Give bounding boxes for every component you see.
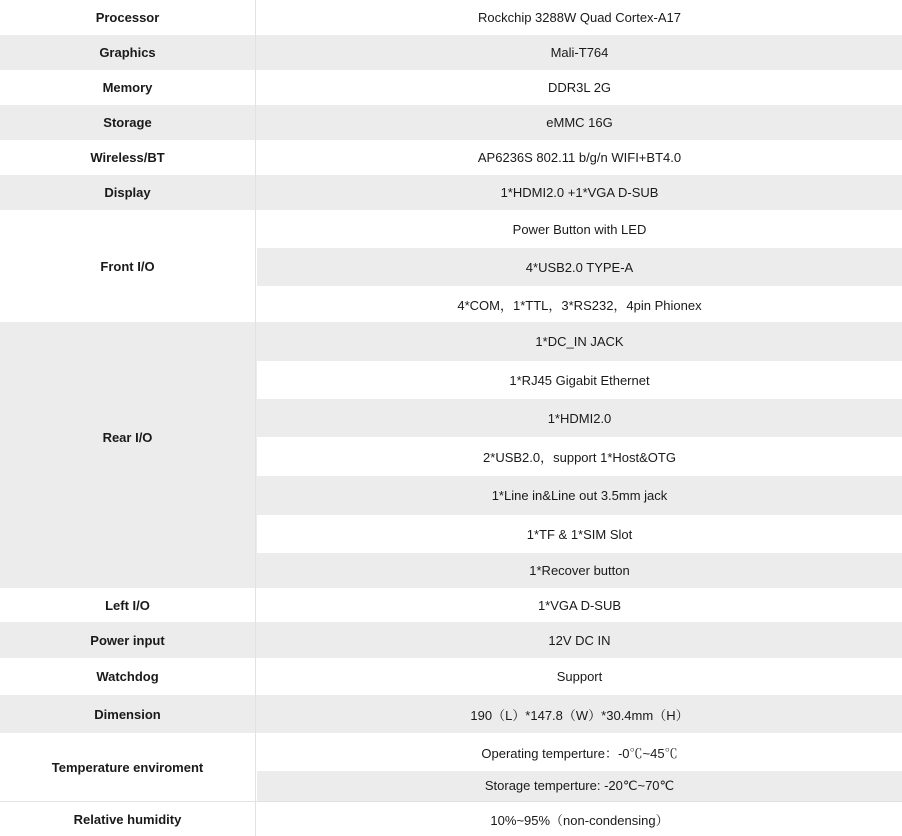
spec-row-watchdog [0,658,902,695]
spec-label: Left I/O [0,588,256,622]
spec-value: 190（L）*147.8（W）*30.4mm（H） [470,708,689,723]
spec-value: 2*USB2.0，support 1*Host&OTG [257,437,902,476]
spec-value: Storage temperture: -20℃~70℃ [257,771,902,801]
spec-value: 1*Recover button [529,563,630,578]
spec-label: Power input [0,622,256,658]
spec-row-front-io [0,210,902,322]
spec-value: 1*VGA D-SUB [537,597,622,613]
spec-row-wireless [0,140,902,175]
spec-value: 1*TF & 1*SIM Slot [257,515,902,553]
spec-row-processor [0,0,902,35]
spec-label: Rear I/O [0,322,256,553]
spec-value: 1*HDMI2.0 [257,399,902,437]
spec-value: Support [556,669,603,684]
spec-value-group [257,210,902,322]
spec-row-storage [0,105,902,140]
spec-label: Temperature enviroment [0,733,256,801]
spec-label: Graphics [0,35,256,70]
spec-value: 12V DC IN [548,632,611,648]
spec-value: 4*COM，1*TTL，3*RS232，4pin Phionex [257,286,902,322]
spec-value: Power Button with LED [257,210,902,248]
spec-label: Storage [0,105,256,140]
spec-value-group [257,733,902,801]
spec-row-humidity [0,801,902,836]
spec-value: eMMC 16G [546,115,613,130]
spec-row-display [0,175,902,210]
spec-value: 1*HDMI2.0 +1*VGA D-SUB [500,185,659,200]
spec-value-group [257,322,902,553]
spec-row-graphics [0,35,902,70]
spec-row-memory [0,70,902,105]
spec-label: Memory [0,70,256,105]
spec-row-left-io [0,588,902,622]
spec-row-recover [0,553,902,588]
spec-value: Rockchip 3288W Quad Cortex-A17 [477,10,682,25]
spec-label: Wireless/BT [0,140,256,175]
spec-value: 1*Line in&Line out 3.5mm jack [257,476,902,515]
spec-value: 4*USB2.0 TYPE-A [257,248,902,286]
spec-value: AP6236S 802.11 b/g/n WIFI+BT4.0 [477,150,682,165]
spec-label [0,553,256,588]
spec-row-temperature [0,733,902,801]
spec-label: Watchdog [0,658,256,695]
spec-value: Mali-T764 [550,45,609,60]
spec-label: Processor [0,0,256,35]
spec-value: 1*DC_IN JACK [257,322,902,361]
spec-value: Operating temperture：-0℃~45℃ [257,733,902,771]
spec-label: Display [0,175,256,210]
spec-label: Dimension [0,695,256,733]
spec-value: DDR3L 2G [547,80,612,95]
spec-label: Relative humidity [0,802,256,836]
spec-value: 10%~95%（non-condensing） [490,812,669,828]
spec-row-power-input [0,622,902,658]
spec-row-dimension [0,695,902,733]
spec-row-rear-io [0,322,902,553]
spec-value: 1*RJ45 Gigabit Ethernet [257,361,902,399]
spec-label: Front I/O [0,210,256,322]
